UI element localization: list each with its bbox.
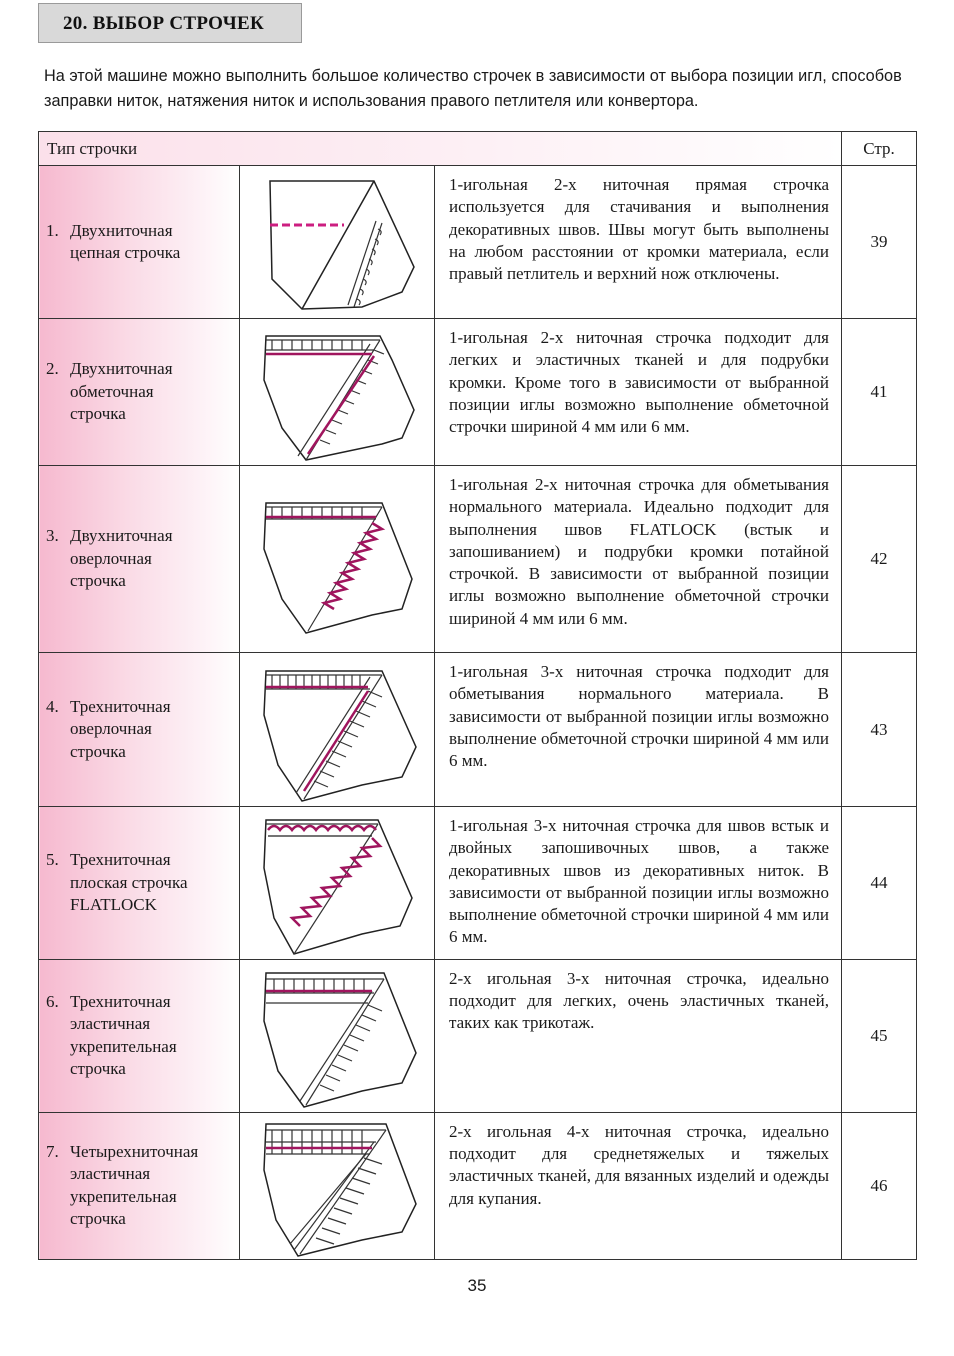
flatlock-diagram-icon bbox=[242, 808, 432, 958]
stitch-name-cell bbox=[39, 959, 240, 1112]
table-header-row bbox=[39, 132, 917, 166]
elastic-4-thread-diagram-icon bbox=[242, 1114, 432, 1258]
stitch-page-ref: 41 bbox=[842, 319, 917, 466]
stitch-page-ref: 39 bbox=[842, 166, 917, 319]
stitch-number: 4. bbox=[46, 696, 59, 716]
stitch-image-cell bbox=[240, 807, 435, 960]
stitch-description: 1-игольная 2-х ниточная строчка для обметывания нормального материала. Идеально подходит для выполнения швов FLATLOCK (встык и запошиванием) и подрубки кромки потайной строчкой. В зависимости от выбранной позиции иглы возможно выполнение обметочной строчки шириной 4 мм или 6 мм. bbox=[435, 466, 842, 653]
elastic-3-thread-diagram-icon bbox=[242, 961, 432, 1111]
stitch-image-cell bbox=[240, 653, 435, 807]
stitch-table bbox=[38, 131, 917, 1260]
stitch-image-cell bbox=[240, 166, 435, 319]
table-row bbox=[39, 166, 917, 319]
stitch-number: 7. bbox=[46, 1141, 59, 1161]
stitch-page-ref: 43 bbox=[842, 653, 917, 807]
stitch-number: 2. bbox=[46, 359, 59, 379]
table-row bbox=[39, 1112, 917, 1259]
stitch-name: Трехниточная плоская строчка FLATLOCK bbox=[70, 850, 188, 915]
stitch-description: 1-игольная 3-х ниточная строчка для швов встык и двойных запошивочных швов, а также декоративных швов из декоративных ниток. В зависимости от выбранной позиции иглы возможно выполнение обметочной строчки шириной 4 мм или 6 мм. bbox=[435, 807, 842, 960]
table-row bbox=[39, 466, 917, 653]
stitch-page-ref: 45 bbox=[842, 959, 917, 1112]
header-stitch-type: Тип строчки bbox=[39, 132, 842, 166]
stitch-image-cell bbox=[240, 959, 435, 1112]
stitch-name: Двухниточная оверлочная строчка bbox=[70, 526, 173, 591]
header-page: Стр. bbox=[842, 132, 917, 166]
stitch-page-ref: 44 bbox=[842, 807, 917, 960]
stitch-description: 1-игольная 3-х ниточная строчка подходит для обметывания нормального материала. В зависимости от выбранной позиции иглы возможно выполнение обметочной строчки шириной 4 мм или 6 мм. bbox=[435, 653, 842, 807]
stitch-page-ref: 46 bbox=[842, 1112, 917, 1259]
stitch-description: 2-х игольная 4-х ниточная строчка, идеально подходит для среднетяжелых и тяжелых эластичных тканей, для вязанных изделий и одежды для купания. bbox=[435, 1112, 842, 1259]
page-number: 35 bbox=[467, 1276, 487, 1295]
stitch-name-cell bbox=[39, 807, 240, 960]
stitch-number: 3. bbox=[46, 526, 59, 546]
table-row bbox=[39, 319, 917, 466]
stitch-name-cell bbox=[39, 653, 240, 807]
stitch-name: Четырехниточная эластичная укрепительная строчка bbox=[70, 1141, 199, 1229]
intro-paragraph: На этой машине можно выполнить большое количество строчек в зависимости от выбора позиции игл, способов заправки ниток, натяжения ниток и использования правого петлителя или конвертора. bbox=[44, 67, 902, 110]
stitch-image-cell bbox=[240, 1112, 435, 1259]
stitch-name: Двухниточная цепная строчка bbox=[70, 220, 181, 262]
section-title: 20. ВЫБОР СТРОЧЕК bbox=[63, 13, 265, 34]
stitch-name-cell bbox=[39, 466, 240, 653]
table-row bbox=[39, 959, 917, 1112]
stitch-name-cell bbox=[39, 166, 240, 319]
section-title-box bbox=[38, 3, 302, 43]
table-row bbox=[39, 807, 917, 960]
chain-stitch-diagram-icon bbox=[242, 167, 432, 317]
overlock-3-thread-diagram-icon bbox=[242, 655, 432, 805]
stitch-name-cell bbox=[39, 319, 240, 466]
stitch-description: 2-х игольная 3-х ниточная строчка, идеально подходит для легких, очень эластичных тканей, таких как трикотаж. bbox=[435, 959, 842, 1112]
stitch-number: 6. bbox=[46, 991, 59, 1011]
stitch-number: 5. bbox=[46, 850, 59, 870]
stitch-name-cell bbox=[39, 1112, 240, 1259]
overlock-2-thread-diagram-icon bbox=[242, 479, 432, 639]
stitch-page-ref: 42 bbox=[842, 466, 917, 653]
table-row bbox=[39, 653, 917, 807]
stitch-name: Трехниточная эластичная укрепительная строчка bbox=[70, 991, 177, 1079]
wrap-stitch-diagram-icon bbox=[242, 320, 432, 464]
stitch-image-cell bbox=[240, 319, 435, 466]
stitch-image-cell bbox=[240, 466, 435, 653]
stitch-description: 1-игольная 2-х ниточная строчка подходит для легких и эластичных тканей и для подрубки кромки. Кроме того в зависимости от выбранной позиции иглы возможно выполнение обметочной строчки шириной 4 мм или 6 мм. bbox=[435, 319, 842, 466]
stitch-name: Двухниточная обметочная строчка bbox=[70, 359, 173, 424]
stitch-name: Трехниточная оверлочная строчка bbox=[70, 696, 171, 761]
stitch-number: 1. bbox=[46, 220, 59, 240]
stitch-description: 1-игольная 2-х ниточная прямая строчка используется для стачивания и выполнения декоративных швов. Швы могут быть выполнены на любом расстоянии от кромки материала, если правый петлитель и верхний нож отключены. bbox=[435, 166, 842, 319]
